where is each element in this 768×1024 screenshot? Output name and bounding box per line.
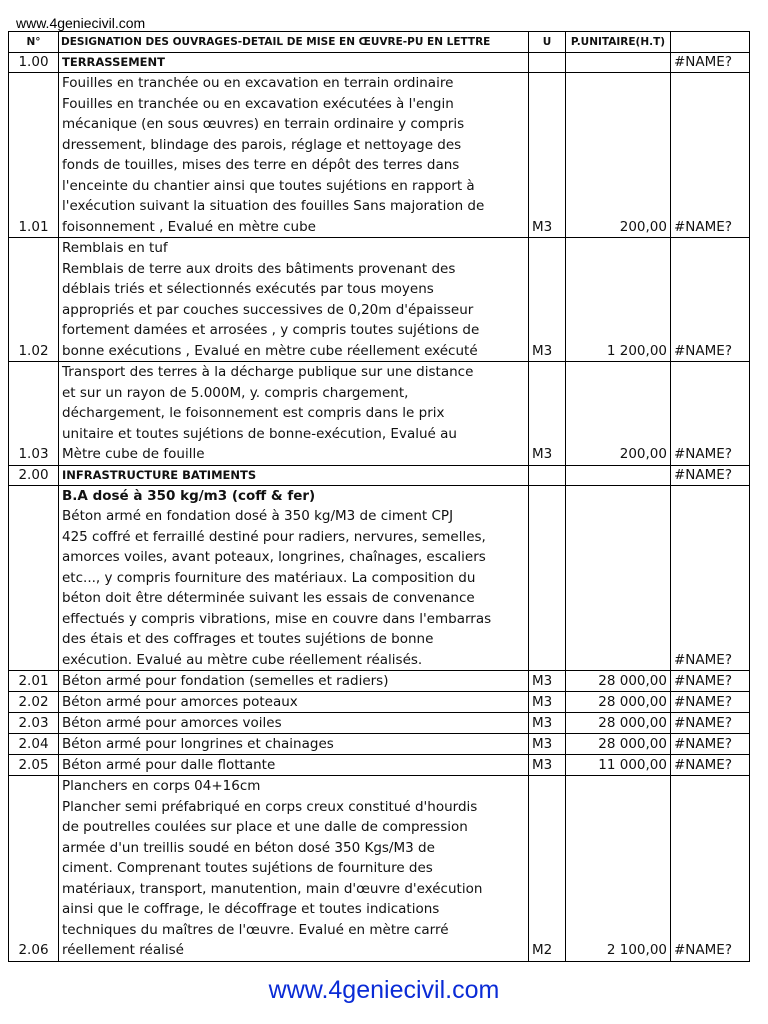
item-unit-price: 28 000,00 bbox=[566, 713, 671, 734]
item-total: #NAME? bbox=[671, 53, 750, 73]
item-unit-price: 28 000,00 bbox=[566, 692, 671, 713]
item-total: #NAME? bbox=[671, 485, 750, 671]
designation-line: effectués y compris vibrations, mise en couvre dans l'embarras bbox=[62, 610, 492, 627]
item-number: 1.01 bbox=[9, 73, 59, 238]
item-designation bbox=[59, 53, 529, 73]
item-subtitle: B.A dosé à 350 kg/m3 (coff & fer) bbox=[62, 487, 316, 504]
designation-line: etc..., y compris fourniture des matériaux. La composition du bbox=[62, 569, 476, 586]
item-unit: M3 bbox=[529, 73, 566, 238]
table-row bbox=[9, 362, 750, 466]
item-unit-price bbox=[566, 53, 671, 73]
designation-line: amorces voiles, avant poteaux, longrines, chaînages, escaliers bbox=[62, 549, 486, 565]
item-total: #NAME? bbox=[671, 692, 750, 713]
item-total: #NAME? bbox=[671, 465, 750, 485]
designation-line: unitaire et toutes sujétions de bonne-exécution, Evalué au bbox=[62, 425, 457, 442]
item-unit-price: 28 000,00 bbox=[566, 734, 671, 755]
item-designation bbox=[59, 734, 529, 755]
designation-line: ciment. Comprenant toutes sujétions de fourniture des bbox=[62, 860, 433, 876]
item-designation bbox=[59, 465, 529, 485]
designation-line: Béton armé pour dalle flottante bbox=[62, 757, 276, 773]
item-number: 2.02 bbox=[9, 692, 59, 713]
designation-line: Béton armé en fondation dosé à 350 kg/M3 de ciment CPJ bbox=[62, 508, 454, 524]
header-total bbox=[671, 32, 750, 53]
table-row bbox=[9, 238, 750, 362]
designation-line: armée d'un treillis soudé en béton dosé 350 Kgs/M3 de bbox=[62, 839, 435, 856]
price-table bbox=[8, 31, 750, 962]
item-total: #NAME? bbox=[671, 734, 750, 755]
item-designation bbox=[59, 692, 529, 713]
item-designation bbox=[59, 238, 529, 362]
designation-line: Béton armé pour amorces voiles bbox=[62, 715, 282, 731]
designation-line: exécution. Evalué au mètre cube réellement réalisés. bbox=[62, 651, 423, 668]
item-unit: M3 bbox=[529, 671, 566, 692]
item-unit bbox=[529, 53, 566, 73]
designation-line: déchargement, le foisonnement est compris dans le prix bbox=[62, 405, 445, 421]
designation-line: et sur un rayon de 5.000M, y. compris chargement, bbox=[62, 384, 409, 401]
item-number: 2.05 bbox=[9, 755, 59, 776]
item-designation bbox=[59, 73, 529, 238]
item-unit bbox=[529, 485, 566, 671]
item-unit: M3 bbox=[529, 692, 566, 713]
designation-line: TERRASSEMENT bbox=[62, 55, 165, 69]
designation-line: appropriés et par couches successives de 0,20m d'épaisseur bbox=[62, 301, 474, 318]
item-unit-price: 28 000,00 bbox=[566, 671, 671, 692]
item-unit-price: 200,00 bbox=[566, 362, 671, 466]
item-designation bbox=[59, 671, 529, 692]
item-number: 2.04 bbox=[9, 734, 59, 755]
item-total: #NAME? bbox=[671, 755, 750, 776]
item-number: 1.03 bbox=[9, 362, 59, 466]
designation-line: Béton armé pour longrines et chainages bbox=[62, 736, 334, 752]
item-unit: M3 bbox=[529, 238, 566, 362]
section-row bbox=[9, 465, 750, 485]
item-number: 1.02 bbox=[9, 238, 59, 362]
table-row bbox=[9, 692, 750, 713]
item-number bbox=[9, 485, 59, 671]
item-unit: M3 bbox=[529, 755, 566, 776]
item-number: 2.01 bbox=[9, 671, 59, 692]
item-total: #NAME? bbox=[671, 238, 750, 362]
designation-line: foisonnement , Evalué en mètre cube bbox=[62, 218, 316, 235]
table-row bbox=[9, 485, 750, 671]
item-designation bbox=[59, 755, 529, 776]
item-unit: M2 bbox=[529, 776, 566, 962]
item-designation bbox=[59, 485, 529, 671]
item-unit-price: 1 200,00 bbox=[566, 238, 671, 362]
designation-line: INFRASTRUCTURE BATIMENTS bbox=[62, 467, 257, 482]
table-row bbox=[9, 713, 750, 734]
item-total: #NAME? bbox=[671, 362, 750, 466]
watermark-bottom: www.4geniecivil.com bbox=[268, 976, 500, 1004]
item-unit-price bbox=[566, 465, 671, 485]
header-no: N° bbox=[9, 32, 59, 53]
designation-line: Remblais en tuf bbox=[62, 240, 168, 256]
header-unit: U bbox=[529, 32, 566, 53]
table-row bbox=[9, 671, 750, 692]
section-row bbox=[9, 53, 750, 73]
header-designation: DESIGNATION DES OUVRAGES-DETAIL DE MISE EN ŒUVRE-PU EN LETTRE bbox=[59, 32, 529, 53]
table-row bbox=[9, 734, 750, 755]
item-unit: M3 bbox=[529, 734, 566, 755]
item-unit-price: 11 000,00 bbox=[566, 755, 671, 776]
designation-line: fonds de touilles, mises des terre en dépôt des terres dans bbox=[62, 157, 460, 173]
designation-line: déblais triés et sélectionnés exécutés par tous moyens bbox=[62, 281, 434, 297]
designation-line: Planchers en corps 04+16cm bbox=[62, 778, 261, 794]
designation-line: bonne exécutions , Evalué en mètre cube réellement exécuté bbox=[62, 342, 478, 359]
designation-line: ainsi que le coffrage, le décoffrage et toutes indications bbox=[62, 901, 440, 917]
item-number: 2.03 bbox=[9, 713, 59, 734]
header-unit-price: P.UNITAIRE(H.T) bbox=[566, 32, 671, 53]
designation-line: Remblais de terre aux droits des bâtiments provenant des bbox=[62, 260, 456, 277]
designation-line: l'enceinte du chantier ainsi que toutes sujétions en rapport à bbox=[62, 177, 475, 194]
item-number: 1.00 bbox=[9, 53, 59, 73]
item-number: 2.06 bbox=[9, 776, 59, 962]
designation-line: 425 coffré et ferraillé destiné pour radiers, nervures, semelles, bbox=[62, 528, 486, 545]
item-total: #NAME? bbox=[671, 776, 750, 962]
designation-line: techniques du maîtres de l'œuvre. Evalué en mètre carré bbox=[62, 921, 449, 938]
designation-line: dressement, blindage des parois, réglage et nettoyage des bbox=[62, 136, 462, 153]
designation-line: l'exécution suivant la situation des fouilles Sans majoration de bbox=[62, 198, 485, 214]
table-row bbox=[9, 755, 750, 776]
designation-line: Fouilles en tranchée ou en excavation en terrain ordinaire bbox=[62, 75, 454, 91]
item-designation bbox=[59, 713, 529, 734]
item-total: #NAME? bbox=[671, 671, 750, 692]
item-designation bbox=[59, 362, 529, 466]
designation-line: réellement réalisé bbox=[62, 942, 184, 958]
table-row bbox=[9, 73, 750, 238]
designation-line: Fouilles en tranchée ou en excavation exécutées à l'engin bbox=[62, 95, 454, 112]
designation-line: matériaux, transport, manutention, main d'œuvre d'exécution bbox=[62, 880, 483, 897]
item-total: #NAME? bbox=[671, 713, 750, 734]
item-number: 2.00 bbox=[9, 465, 59, 485]
watermark-top: www.4geniecivil.com bbox=[16, 15, 146, 31]
designation-line: Mètre cube de fouille bbox=[62, 446, 205, 462]
item-unit: M3 bbox=[529, 362, 566, 466]
item-unit-price: 200,00 bbox=[566, 73, 671, 238]
designation-line: Transport des terres à la décharge publique sur une distance bbox=[62, 364, 474, 380]
item-unit bbox=[529, 465, 566, 485]
item-unit: M3 bbox=[529, 713, 566, 734]
designation-line: des étais et des coffrages et toutes sujétions de bonne bbox=[62, 631, 434, 647]
designation-line: Béton armé pour amorces poteaux bbox=[62, 694, 298, 710]
item-designation bbox=[59, 776, 529, 962]
designation-line: béton doit être déterminée suivant les essais de convenance bbox=[62, 590, 475, 606]
item-total: #NAME? bbox=[671, 73, 750, 238]
table-row bbox=[9, 776, 750, 962]
item-unit-price bbox=[566, 485, 671, 671]
designation-line: mécanique (en sous œuvres) en terrain ordinaire y compris bbox=[62, 116, 465, 132]
item-unit-price: 2 100,00 bbox=[566, 776, 671, 962]
designation-line: Plancher semi préfabriqué en corps creux constitué d'hourdis bbox=[62, 798, 478, 815]
designation-line: Béton armé pour fondation (semelles et radiers) bbox=[62, 673, 389, 689]
table-header-row bbox=[9, 32, 750, 53]
designation-line: de poutrelles coulées sur place et une dalle de compression bbox=[62, 819, 468, 835]
designation-line: fortement damées et arrosées , y compris toutes sujétions de bbox=[62, 322, 480, 338]
